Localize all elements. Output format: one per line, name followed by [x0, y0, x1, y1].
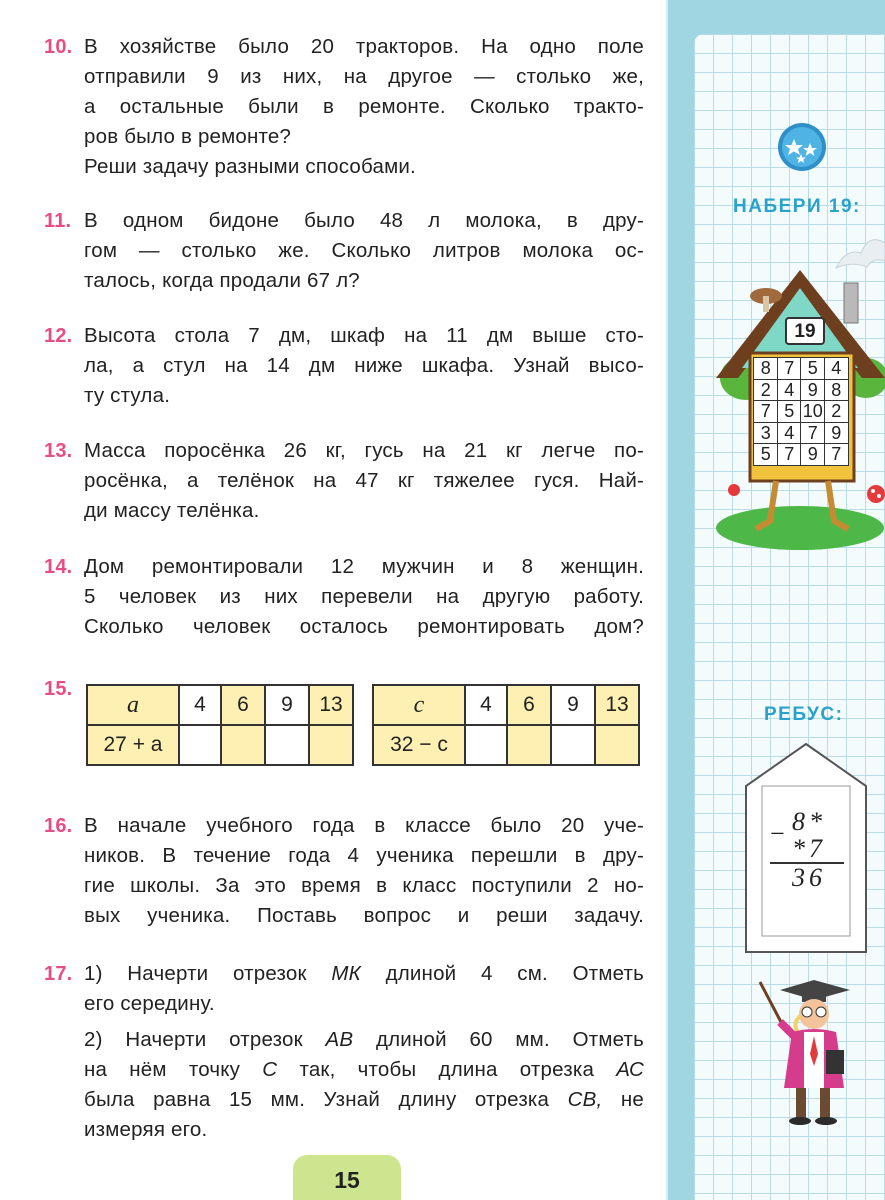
task-line — [44, 1085, 644, 1115]
table-value: 13 — [595, 685, 639, 725]
task-line — [44, 1055, 644, 1085]
table-header-var: a — [87, 685, 179, 725]
house-grid-cell: 5 — [753, 443, 778, 466]
house-grid-row — [754, 358, 854, 380]
stars-badge-icon — [776, 121, 828, 173]
house-grid-cell: 10 — [800, 400, 825, 423]
table-32-minus-c — [372, 684, 640, 766]
table-value: 6 — [507, 685, 551, 725]
house-number-grid — [754, 358, 854, 466]
task-line: гие школы. За это время в класс поступили 2 но- — [84, 874, 644, 897]
table-value: 9 — [265, 685, 309, 725]
segment-label: СВ, — [567, 1088, 603, 1111]
table-value: 9 — [551, 685, 595, 725]
task-line: В хозяйстве было 20 тракторов. На одно поле — [84, 35, 644, 58]
table-value: 4 — [465, 685, 507, 725]
house-grid-cell: 7 — [753, 400, 778, 423]
task-line: его середину. — [84, 992, 215, 1015]
rebus-label: РЕБУС: — [764, 704, 844, 725]
task-line: а остальные были в ремонте. Сколько тракто- — [84, 95, 644, 118]
professor-illustration — [752, 976, 876, 1126]
rebus-row-3: 36 — [792, 863, 826, 892]
point-label: С — [262, 1058, 278, 1081]
house-grid-cell: 5 — [800, 357, 825, 380]
task-line: В одном бидоне было 48 л молока, в дру- — [84, 209, 644, 232]
task-line: Реши задачу разными способами. — [84, 155, 416, 178]
task-number: 10. — [44, 36, 73, 58]
house-grid-cell: 5 — [777, 400, 802, 423]
house-number: 19 — [794, 321, 816, 342]
task-number: 13. — [44, 440, 73, 462]
task-number: 11. — [44, 210, 72, 232]
table-answer-cell[interactable] — [465, 725, 507, 765]
table-header-var: c — [373, 685, 465, 725]
task-number: 12. — [44, 325, 73, 347]
table-answer-cell[interactable] — [265, 725, 309, 765]
house-grid-cell: 7 — [777, 357, 802, 380]
text-fragment: была равна 15 мм. Узнай длину отрезка — [84, 1088, 550, 1111]
text-fragment: 2) Начерти отрезок — [84, 1028, 303, 1051]
task-line — [44, 959, 644, 989]
house-grid-cell: 9 — [824, 422, 849, 445]
task-line: ров было в ремонте? — [84, 125, 292, 148]
task-11 — [44, 206, 644, 296]
segment-label: АВ — [325, 1028, 354, 1051]
task-13 — [44, 436, 644, 526]
task-line: гом — столько же. Сколько литров молока ос- — [84, 239, 644, 262]
house-grid-cell: 7 — [800, 422, 825, 445]
table-expression: 32 − c — [373, 725, 465, 765]
table-answer-cell[interactable] — [551, 725, 595, 765]
segment-label: АС — [616, 1058, 645, 1081]
house-grid-row — [754, 444, 854, 466]
task-line: ту стула. — [84, 384, 171, 407]
house-grid-cell: 4 — [777, 379, 802, 402]
task-line: Масса поросёнка 26 кг, гусь на 21 кг легче по- — [84, 439, 644, 462]
house-grid-cell: 2 — [824, 400, 849, 423]
task-line: росёнка, а телёнок на 47 кг тяжелее гуся. Най- — [84, 469, 644, 492]
task-line: ников. В течение года 4 ученика перешли в дру- — [84, 844, 644, 867]
house-grid-cell: 7 — [824, 443, 849, 466]
table-value: 4 — [179, 685, 221, 725]
rebus-puzzle — [770, 808, 844, 891]
table-expression: 27 + a — [87, 725, 179, 765]
task-line: вых ученика. Поставь вопрос и реши задачу. — [84, 904, 644, 927]
task-14 — [44, 552, 644, 642]
task-line — [44, 1025, 644, 1055]
segment-label: МК — [331, 962, 361, 985]
table-value: 6 — [221, 685, 265, 725]
house-grid-cell: 9 — [800, 379, 825, 402]
table-answer-cell[interactable] — [507, 725, 551, 765]
rebus-row-1: 8* — [792, 807, 826, 836]
rebus-row-2: *7 — [770, 835, 844, 864]
house-grid-row — [754, 380, 854, 402]
task-line: В начале учебного года в классе было 20 уче- — [84, 814, 644, 837]
house-grid-cell: 2 — [753, 379, 778, 402]
text-fragment: так, чтобы длина отрезка — [299, 1058, 595, 1081]
text-fragment: длиной 4 см. Отметь — [385, 962, 645, 985]
task-16 — [44, 811, 644, 931]
table-answer-cell[interactable] — [595, 725, 639, 765]
task-line: 5 человек из них перевели на другую работу. — [84, 585, 644, 608]
task-10 — [44, 32, 644, 182]
table-answer-cell[interactable] — [309, 725, 353, 765]
text-fragment: 1) Начерти отрезок — [84, 962, 307, 985]
task-number: 17. — [44, 963, 73, 985]
task-number: 14. — [44, 556, 73, 578]
task-number: 16. — [44, 815, 73, 837]
table-answer-cell[interactable] — [179, 725, 221, 765]
house-grid-cell: 8 — [824, 379, 849, 402]
task-line: Дом ремонтировали 12 мужчин и 8 женщин. — [84, 555, 644, 578]
house-grid-row — [754, 423, 854, 445]
task-17 — [44, 959, 644, 1145]
task-line: отправили 9 из них, на другое — столько же, — [84, 65, 644, 88]
text-fragment: длиной 60 мм. Отметь — [375, 1028, 644, 1051]
house-grid-cell: 9 — [800, 443, 825, 466]
task-line: ла, а стул на 14 дм ниже шкафа. Узнай высо- — [84, 354, 644, 377]
table-value: 13 — [309, 685, 353, 725]
table-27-plus-a — [86, 684, 354, 766]
task-line: Высота стола 7 дм, шкаф на 11 дм выше сто- — [84, 324, 644, 347]
task-number: 15. — [44, 678, 73, 700]
house-grid-row — [754, 401, 854, 423]
task-line: измеряя его. — [84, 1118, 208, 1141]
house-grid-cell: 4 — [824, 357, 849, 380]
house-grid-cell: 3 — [753, 422, 778, 445]
house-grid-cell: 8 — [753, 357, 778, 380]
minus-sign: − — [770, 819, 785, 848]
table-answer-cell[interactable] — [221, 725, 265, 765]
nabери-label: НАБЕРИ 19: — [733, 196, 861, 217]
text-fragment: на нём точку — [84, 1058, 241, 1081]
house-grid-cell: 7 — [777, 443, 802, 466]
task-12 — [44, 321, 644, 411]
task-line: Сколько человек осталось ремонтировать дом? — [84, 615, 644, 638]
text-fragment: не — [620, 1088, 644, 1111]
page-number: 15 — [293, 1155, 401, 1200]
task-line: талось, когда продали 67 л? — [84, 269, 360, 292]
task-line: ди массу телёнка. — [84, 499, 260, 522]
house-grid-cell: 4 — [777, 422, 802, 445]
